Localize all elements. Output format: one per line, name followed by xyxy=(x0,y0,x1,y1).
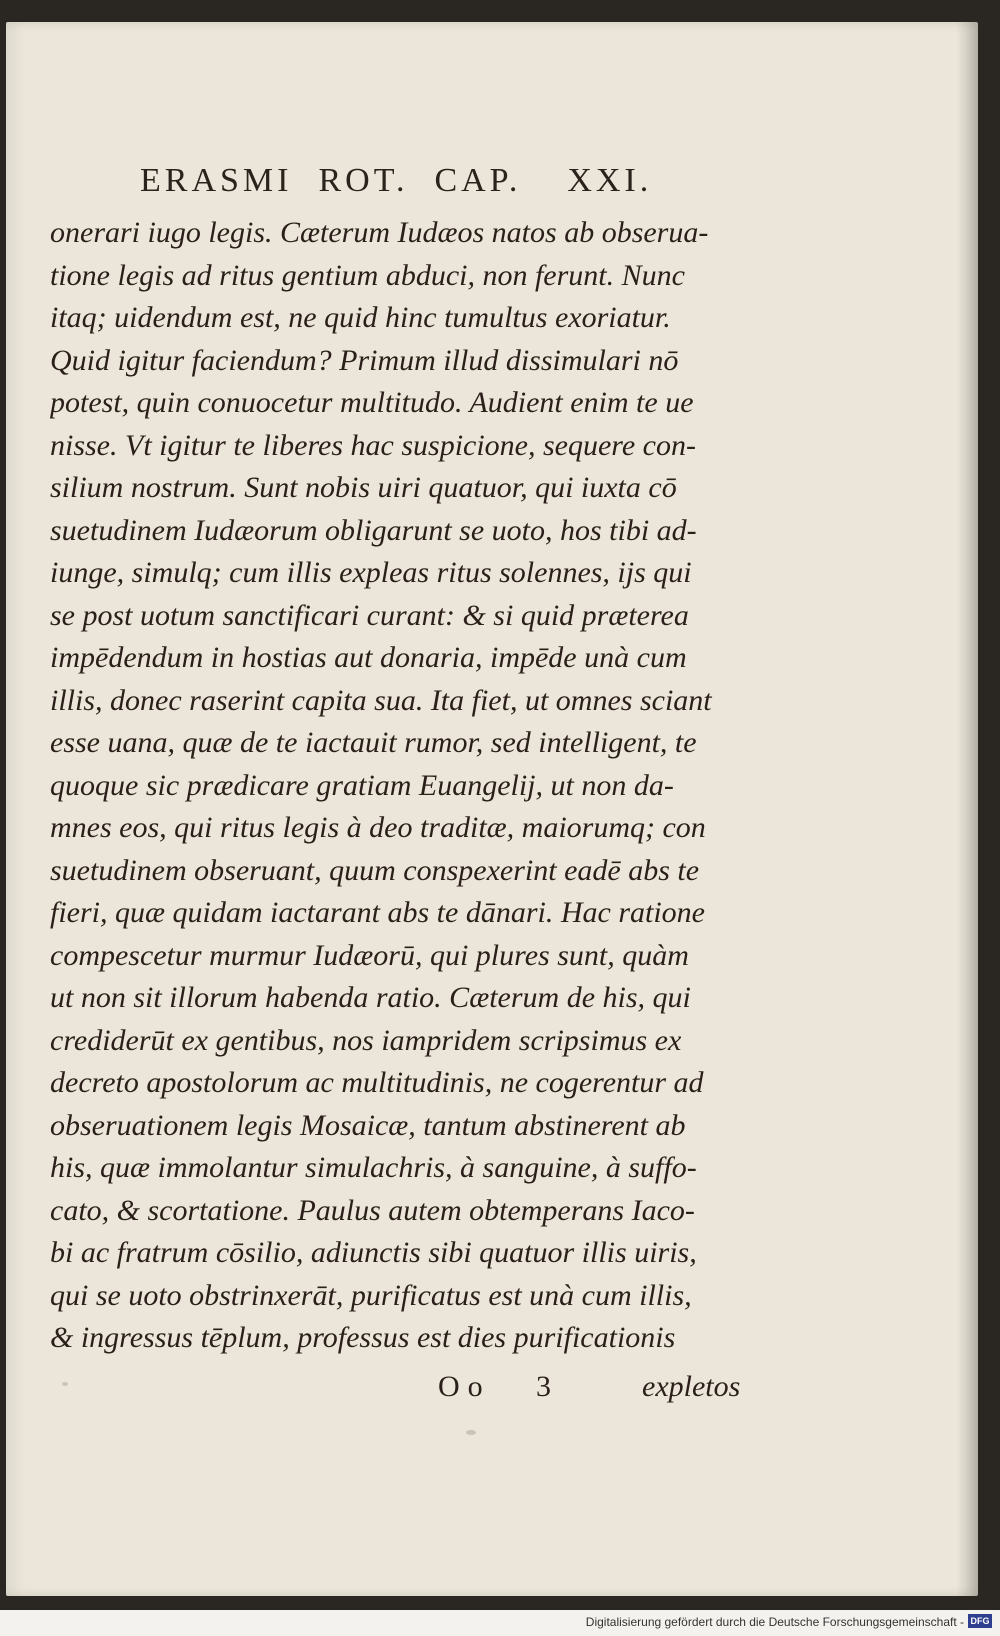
digitization-credit: Digitalisierung gefördert durch die Deutsche Forschungsgemeinschaft - xyxy=(585,1615,964,1629)
text-line: ut non sit illorum habenda ratio. Cæterum de his, qui xyxy=(50,981,691,1014)
text-line: crediderūt ex gentibus, nos iampridem scripsimus ex xyxy=(50,1023,682,1057)
dfg-logo: DFG xyxy=(968,1614,992,1628)
text-line: bi ac fratrum cōsilio, adiunctis sibi quatuor illis uiris, xyxy=(50,1236,697,1269)
text-line: illis, donec raserint capita sua. Ita fiet, ut omnes sciant xyxy=(50,683,712,717)
catch-line xyxy=(6,1370,978,1410)
text-line: silium nostrum. Sunt nobis uiri quatuor, qui iuxta cō xyxy=(50,471,677,504)
ink-smudge xyxy=(466,1430,476,1435)
text-line: obseruationem legis Mosaicæ, tantum abstinerent ab xyxy=(50,1108,686,1142)
text-line: se post uotum sanctificari curant: & si quid præterea xyxy=(50,598,689,632)
running-head-author: ERASMI xyxy=(140,162,293,199)
text-line: & ingressus tēplum, professus est dies purificationis xyxy=(50,1321,676,1354)
text-line: esse uana, quæ de te iactauit rumor, sed intelligent, te xyxy=(50,726,697,759)
text-line: compescetur murmur Iudæorū, qui plures sunt, quàm xyxy=(50,938,689,972)
text-line: iunge, simulq; cum illis expleas ritus solennes, ijs qui xyxy=(50,556,692,589)
running-head-cap: CAP. xyxy=(434,162,522,199)
text-line: onerari iugo legis. Cæterum Iudæos natos ab obserua- xyxy=(50,216,709,249)
page-edge-shadow xyxy=(956,22,978,1596)
text-line: tione legis ad ritus gentium abduci, non ferunt. Nunc xyxy=(50,258,685,292)
text-line: mnes eos, qui ritus legis à deo traditæ, maiorumq; con xyxy=(50,811,706,844)
text-line: Quid igitur faciendum? Primum illud dissimulari nō xyxy=(50,343,679,377)
footer-bar xyxy=(0,1610,1000,1636)
text-line: impēdendum in hostias aut donaria, impēde unà cum xyxy=(50,641,687,674)
text-line: fieri, quæ quidam iactarant abs te dānari. Hac ratione xyxy=(50,896,705,929)
signature-mark: Oo xyxy=(438,1370,491,1403)
catchword: expletos xyxy=(642,1370,741,1403)
signature-number: 3 xyxy=(536,1370,551,1403)
running-head-rot: ROT. xyxy=(318,162,409,199)
text-line: decreto apostolorum ac multitudinis, ne cogerentur ad xyxy=(50,1066,704,1099)
text-line: quoque sic prædicare gratiam Euangelij, ut non da- xyxy=(50,768,674,802)
text-line: nisse. Vt igitur te liberes hac suspicione, sequere con- xyxy=(50,428,696,462)
text-line: his, quæ immolantur simulachris, à sanguine, à suffo- xyxy=(50,1151,697,1184)
text-line: itaq; uidendum est, ne quid hinc tumultus exoriatur. xyxy=(50,301,671,334)
running-head xyxy=(140,162,730,200)
text-line: cato, & scortatione. Paulus autem obtemperans Iaco- xyxy=(50,1193,695,1227)
text-line: potest, quin conuocetur multitudo. Audient enim te ue xyxy=(50,386,694,419)
body-text xyxy=(50,212,790,1360)
text-line: suetudinem Iudæorum obligarunt se uoto, hos tibi ad- xyxy=(50,513,697,547)
text-line: qui se uoto obstrinxerāt, purificatus est unà cum illis, xyxy=(50,1278,692,1312)
text-line: suetudinem obseruant, quum conspexerint eadē abs te xyxy=(50,853,700,887)
running-head-chapter-number: XXI. xyxy=(567,162,653,199)
ink-smudge xyxy=(62,1382,68,1386)
book-page xyxy=(6,22,978,1596)
